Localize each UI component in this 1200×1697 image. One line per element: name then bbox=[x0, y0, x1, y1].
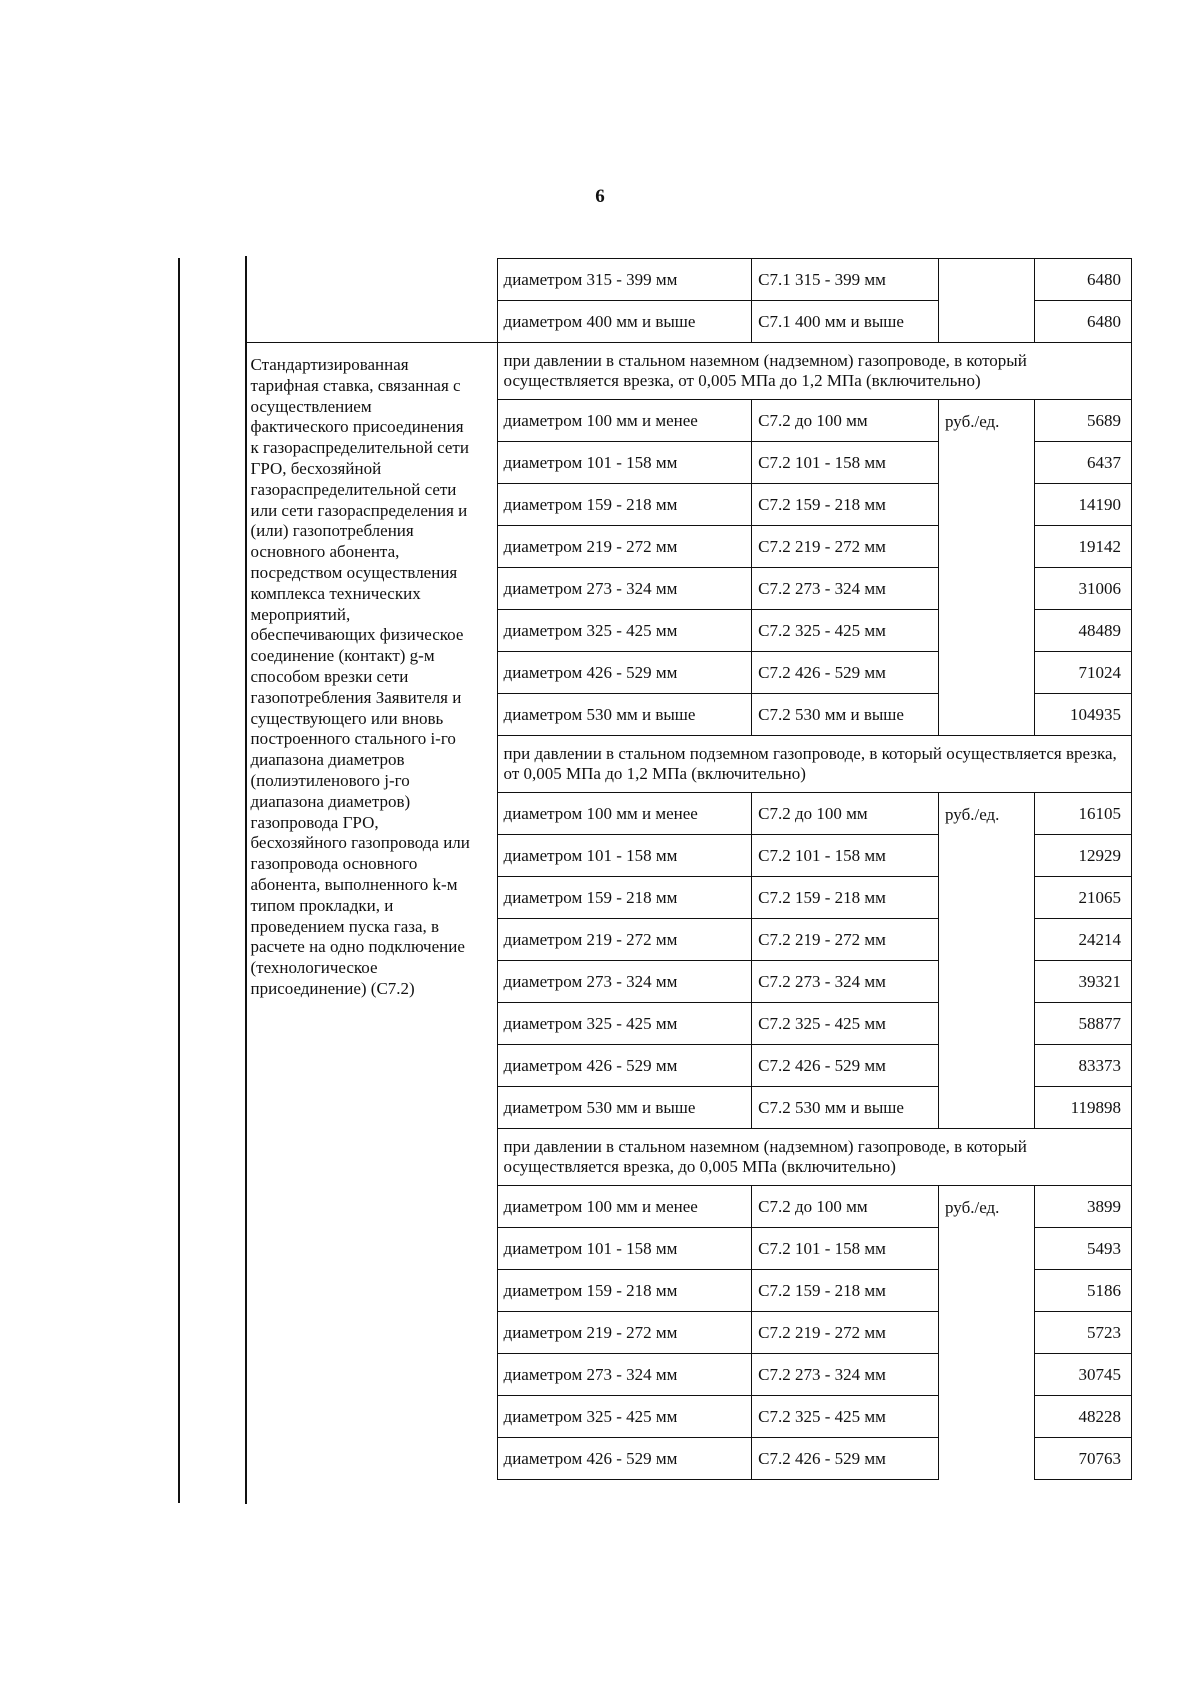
value-cell: 48489 bbox=[1034, 610, 1131, 652]
value-cell: 6480 bbox=[1034, 301, 1131, 343]
description-line: ГРО, бесхозяйной bbox=[250, 458, 382, 478]
description-line: бесхозяйного газопровода или bbox=[250, 833, 470, 853]
diameter-cell: диаметром 426 - 529 мм bbox=[497, 1438, 752, 1480]
description-line: абонента, выполненного k-м bbox=[250, 874, 458, 894]
code-cell: С7.1 400 мм и выше bbox=[752, 301, 939, 343]
value-cell: 30745 bbox=[1034, 1354, 1131, 1396]
diameter-cell: диаметром 219 - 272 мм bbox=[497, 526, 752, 568]
code-cell: С7.2 219 - 272 мм bbox=[752, 1312, 939, 1354]
description-line: основного абонента, bbox=[250, 542, 400, 562]
table-row bbox=[247, 259, 1132, 301]
code-cell: С7.2 325 - 425 мм bbox=[752, 610, 939, 652]
code-cell: С7.2 325 - 425 мм bbox=[752, 1396, 939, 1438]
diameter-cell: диаметром 219 - 272 мм bbox=[497, 919, 752, 961]
tariff-table-body bbox=[247, 259, 1132, 1480]
diameter-cell: диаметром 400 мм и выше bbox=[497, 301, 752, 343]
code-cell: С7.2 530 мм и выше bbox=[752, 694, 939, 736]
description-line: диапазона диаметров) bbox=[250, 791, 411, 811]
value-cell: 58877 bbox=[1034, 1003, 1131, 1045]
value-cell: 5689 bbox=[1034, 400, 1131, 442]
code-cell: С7.2 273 - 324 мм bbox=[752, 568, 939, 610]
description-line: или сети газораспределения и bbox=[250, 500, 468, 520]
diameter-cell: диаметром 530 мм и выше bbox=[497, 1087, 752, 1129]
code-cell: С7.2 219 - 272 мм bbox=[752, 919, 939, 961]
code-cell: С7.2 101 - 158 мм bbox=[752, 442, 939, 484]
value-cell: 19142 bbox=[1034, 526, 1131, 568]
tariff-description bbox=[247, 343, 498, 1480]
description-line: обеспечивающих физическое bbox=[250, 625, 464, 645]
empty-unit-cell bbox=[939, 259, 1035, 343]
description-line: присоединение) (С7.2) bbox=[250, 978, 415, 998]
code-cell: С7.2 273 - 324 мм bbox=[752, 961, 939, 1003]
value-cell: 70763 bbox=[1034, 1438, 1131, 1480]
value-cell: 5186 bbox=[1034, 1270, 1131, 1312]
section-header: при давлении в стальном наземном (надземном) газопроводе, в который осуществляется врезка, до 0,005 МПа (включительно) bbox=[497, 1129, 1131, 1186]
diameter-cell: диаметром 315 - 399 мм bbox=[497, 259, 752, 301]
description-line: (или) газопотребления bbox=[250, 521, 414, 541]
section-header: при давлении в стальном наземном (надземном) газопроводе, в который осуществляется врезка, от 0,005 МПа до 1,2 МПа (включительно) bbox=[497, 343, 1131, 400]
description-line: газораспределительной сети bbox=[250, 479, 457, 499]
code-cell: С7.2 до 100 мм bbox=[752, 400, 939, 442]
description-line: к газораспределительной сети bbox=[250, 438, 469, 458]
code-cell: С7.2 530 мм и выше bbox=[752, 1087, 939, 1129]
diameter-cell: диаметром 159 - 218 мм bbox=[497, 877, 752, 919]
diameter-cell: диаметром 325 - 425 мм bbox=[497, 1003, 752, 1045]
diameter-cell: диаметром 426 - 529 мм bbox=[497, 1045, 752, 1087]
description-line: (технологическое bbox=[250, 958, 378, 978]
value-cell: 5493 bbox=[1034, 1228, 1131, 1270]
description-line: газопровода основного bbox=[250, 854, 418, 874]
description-line: мероприятий, bbox=[250, 604, 351, 624]
description-line: способом врезки сети bbox=[250, 666, 409, 686]
diameter-cell: диаметром 530 мм и выше bbox=[497, 694, 752, 736]
code-cell: С7.2 273 - 324 мм bbox=[752, 1354, 939, 1396]
code-cell: С7.2 426 - 529 мм bbox=[752, 1438, 939, 1480]
value-cell: 16105 bbox=[1034, 793, 1131, 835]
value-cell: 14190 bbox=[1034, 484, 1131, 526]
description-line: построенного стального i-го bbox=[250, 729, 456, 749]
value-cell: 31006 bbox=[1034, 568, 1131, 610]
value-cell: 71024 bbox=[1034, 652, 1131, 694]
value-cell: 5723 bbox=[1034, 1312, 1131, 1354]
unit-cell: руб./ед. bbox=[939, 793, 1035, 1129]
description-line: (полиэтиленового j-го bbox=[250, 770, 410, 790]
description-line: посредством осуществления bbox=[250, 562, 458, 582]
value-cell: 83373 bbox=[1034, 1045, 1131, 1087]
value-cell: 48228 bbox=[1034, 1396, 1131, 1438]
code-cell: С7.2 159 - 218 мм bbox=[752, 484, 939, 526]
diameter-cell: диаметром 325 - 425 мм bbox=[497, 1396, 752, 1438]
description-line: комплекса технических bbox=[250, 583, 421, 603]
unit-cell: руб./ед. bbox=[939, 1186, 1035, 1480]
diameter-cell: диаметром 100 мм и менее bbox=[497, 793, 752, 835]
diameter-cell: диаметром 101 - 158 мм bbox=[497, 1228, 752, 1270]
description-line: фактического присоединения bbox=[250, 417, 464, 437]
unit-cell: руб./ед. bbox=[939, 400, 1035, 736]
value-cell: 6480 bbox=[1034, 259, 1131, 301]
value-cell: 12929 bbox=[1034, 835, 1131, 877]
code-cell: С7.2 до 100 мм bbox=[752, 793, 939, 835]
code-cell: С7.2 219 - 272 мм bbox=[752, 526, 939, 568]
diameter-cell: диаметром 100 мм и менее bbox=[497, 400, 752, 442]
code-cell: С7.2 426 - 529 мм bbox=[752, 1045, 939, 1087]
description-line: Стандартизированная bbox=[250, 355, 409, 374]
description-line: осуществлением bbox=[250, 396, 372, 416]
value-cell: 6437 bbox=[1034, 442, 1131, 484]
code-cell: С7.2 159 - 218 мм bbox=[752, 1270, 939, 1312]
value-cell: 104935 bbox=[1034, 694, 1131, 736]
tariff-table bbox=[246, 258, 1132, 1480]
empty-description-cell bbox=[247, 259, 498, 343]
description-line: типом прокладки, и bbox=[250, 895, 394, 915]
description-line: проведением пуска газа, в bbox=[250, 916, 440, 936]
code-cell: С7.2 159 - 218 мм bbox=[752, 877, 939, 919]
description-line: соединение (контакт) g-м bbox=[250, 646, 435, 666]
code-cell: С7.2 101 - 158 мм bbox=[752, 1228, 939, 1270]
value-cell: 119898 bbox=[1034, 1087, 1131, 1129]
diameter-cell: диаметром 101 - 158 мм bbox=[497, 835, 752, 877]
diameter-cell: диаметром 101 - 158 мм bbox=[497, 442, 752, 484]
description-line: тарифная ставка, связанная с bbox=[250, 375, 461, 395]
description-line: диапазона диаметров bbox=[250, 750, 405, 770]
diameter-cell: диаметром 325 - 425 мм bbox=[497, 610, 752, 652]
code-cell: С7.2 325 - 425 мм bbox=[752, 1003, 939, 1045]
diameter-cell: диаметром 159 - 218 мм bbox=[497, 484, 752, 526]
section-header-row bbox=[247, 343, 1132, 400]
page-number: 6 bbox=[595, 186, 605, 207]
description-line: расчете на одно подключение bbox=[250, 937, 465, 957]
diameter-cell: диаметром 426 - 529 мм bbox=[497, 652, 752, 694]
left-margin-rule bbox=[178, 258, 180, 1503]
description-line: существующего или вновь bbox=[250, 708, 444, 728]
diameter-cell: диаметром 273 - 324 мм bbox=[497, 568, 752, 610]
code-cell: С7.2 426 - 529 мм bbox=[752, 652, 939, 694]
value-cell: 21065 bbox=[1034, 877, 1131, 919]
diameter-cell: диаметром 159 - 218 мм bbox=[497, 1270, 752, 1312]
description-line: газопровода ГРО, bbox=[250, 812, 379, 832]
section-header: при давлении в стальном подземном газопроводе, в который осуществляется врезка, от 0,005 МПа до 1,2 МПа (включительно) bbox=[497, 736, 1131, 793]
diameter-cell: диаметром 219 - 272 мм bbox=[497, 1312, 752, 1354]
diameter-cell: диаметром 273 - 324 мм bbox=[497, 961, 752, 1003]
code-cell: С7.2 до 100 мм bbox=[752, 1186, 939, 1228]
code-cell: С7.2 101 - 158 мм bbox=[752, 835, 939, 877]
diameter-cell: диаметром 100 мм и менее bbox=[497, 1186, 752, 1228]
value-cell: 39321 bbox=[1034, 961, 1131, 1003]
description-line: газопотребления Заявителя и bbox=[250, 687, 462, 707]
code-cell: С7.1 315 - 399 мм bbox=[752, 259, 939, 301]
diameter-cell: диаметром 273 - 324 мм bbox=[497, 1354, 752, 1396]
value-cell: 3899 bbox=[1034, 1186, 1131, 1228]
value-cell: 24214 bbox=[1034, 919, 1131, 961]
